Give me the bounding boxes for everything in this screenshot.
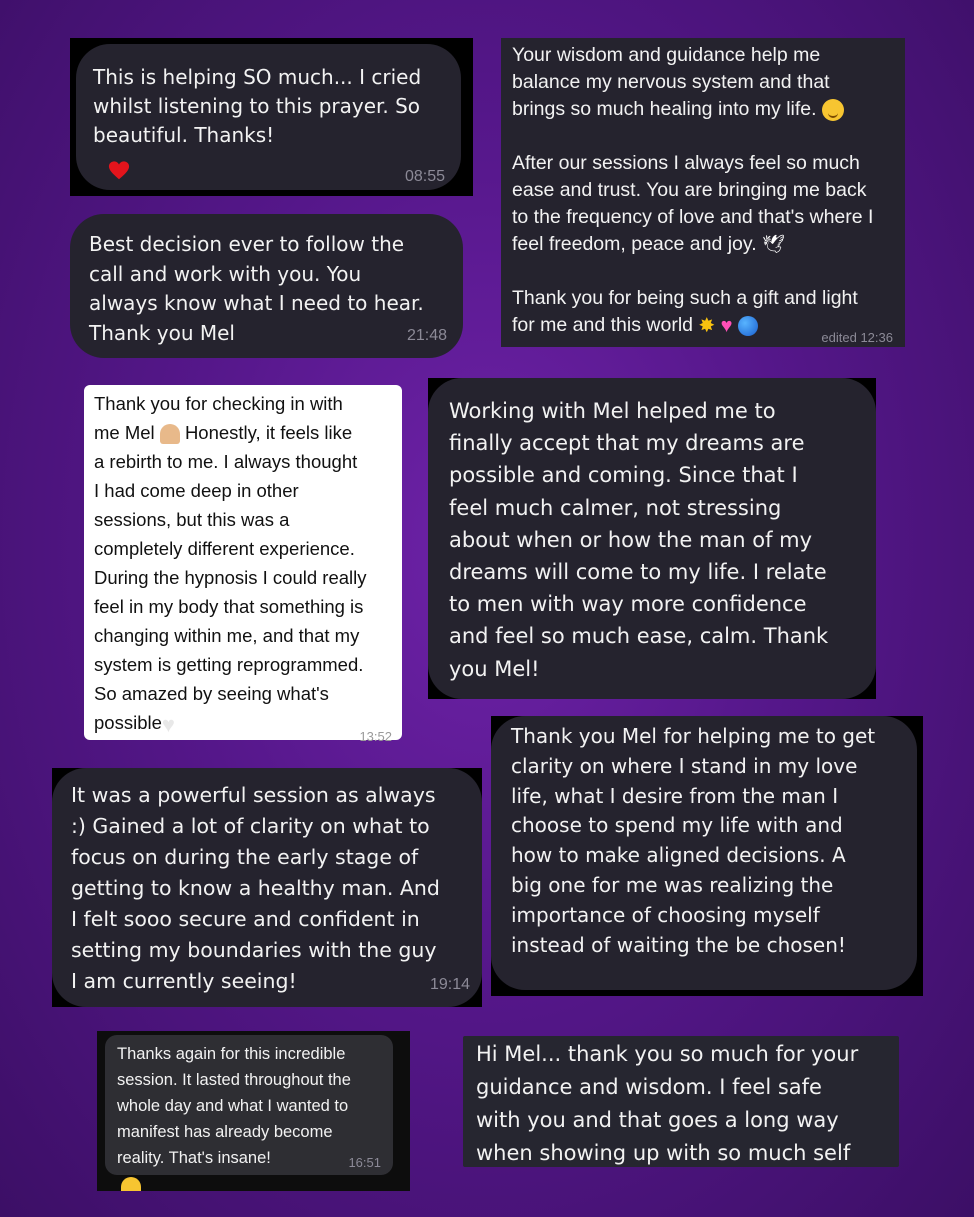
timestamp: 08:55 [404,168,445,185]
message-bubble [52,768,482,1007]
message-bubble [428,378,876,699]
message-card-2 [70,214,463,358]
message-bubble [105,1035,393,1175]
timestamp: edited 12:36 [821,330,893,345]
folded-hands-icon [160,424,180,444]
white-heart-icon: ♥ [161,711,175,737]
message-card-3 [501,38,905,347]
message-card-5 [428,378,876,699]
message-paragraph-3: Thank you for being such a gift and light for me and this world [512,287,858,337]
message-card-7 [491,716,923,996]
message-text: a rebirth to me. I always thought I had come deep in other sessions, but this was a completely different experience. During the hypnosis I could really feel in my body that something is changing within me, and that my system is getting reprogrammed. So amazed by seeing what's [94,451,367,704]
message-text: Hi Mel... thank you so much for your guidance and wisdom. I feel safe with you and that goes a long way when showing up with so much self [476,1042,859,1165]
message-paragraph-1: Your wisdom and guidance help me balance my nervous system and that brings so much healing into my life. [512,44,830,120]
message-bubble [491,716,917,990]
message-line: Thank you for checking in with [94,393,343,414]
message-line: possible [94,712,162,733]
timestamp: 21:48 [406,327,447,344]
message-card-8 [97,1031,410,1191]
timestamp: 19:14 [429,976,470,993]
message-card-4 [84,385,402,744]
message-card-1 [70,38,473,196]
message-text: Working with Mel helped me to finally accept that my dreams are possible and coming. Since that I feel much calmer, not stressing about when or how the man of my dreams will come to my life. I relate to men with way more confidence and feel so much ease, calm. Thank you Mel! [449,399,829,681]
message-paragraph-2: After our sessions I always feel so much ease and trust. You are bringing me back to the frequency of love and that's where I feel freedom, peace and joy. [512,152,874,255]
message-line: Honestly, it feels like [184,422,353,443]
timestamp: 13:52 [359,729,392,744]
globe-icon [738,316,758,336]
smiling-face-with-hearts-icon [121,1177,141,1191]
timestamp: 16:51 [348,1155,381,1170]
message-text: Thank you Mel for helping me to get clarity on where I stand in my love life, what I desire from the man I choose to spend my life with and how to make aligned decisions. A big one for me was realizing the importance of choosing myself instead of waiting the be chosen! [511,724,876,957]
message-card-9 [463,1036,899,1167]
smiling-face-icon [822,99,844,121]
red-heart-icon [108,160,130,182]
sparkling-heart-icon: ♥ [720,314,733,337]
message-text: This is helping SO much... I cried whilst listening to this prayer. So beautiful. Thanks! [93,65,422,147]
message-line: me Mel [94,422,155,443]
message-text: Best decision ever to follow the call and work with you. You always know what I need to hear. Thank you Mel [89,232,424,345]
glowing-star-icon: ✸ [698,314,716,337]
message-bubble [76,44,461,190]
message-text: It was a powerful session as always :) Gained a lot of clarity on what to focus on during the early stage of getting to know a healthy man. And I felt sooo secure and confident in setting my boundaries with the guy I am currently seeing! [71,783,440,993]
dove-icon: 🕊 [762,234,785,255]
message-text: Thanks again for this incredible session. It lasted throughout the whole day and what I wanted to manifest has already become reality. That's insane! [117,1045,351,1167]
message-card-6 [52,768,482,1007]
